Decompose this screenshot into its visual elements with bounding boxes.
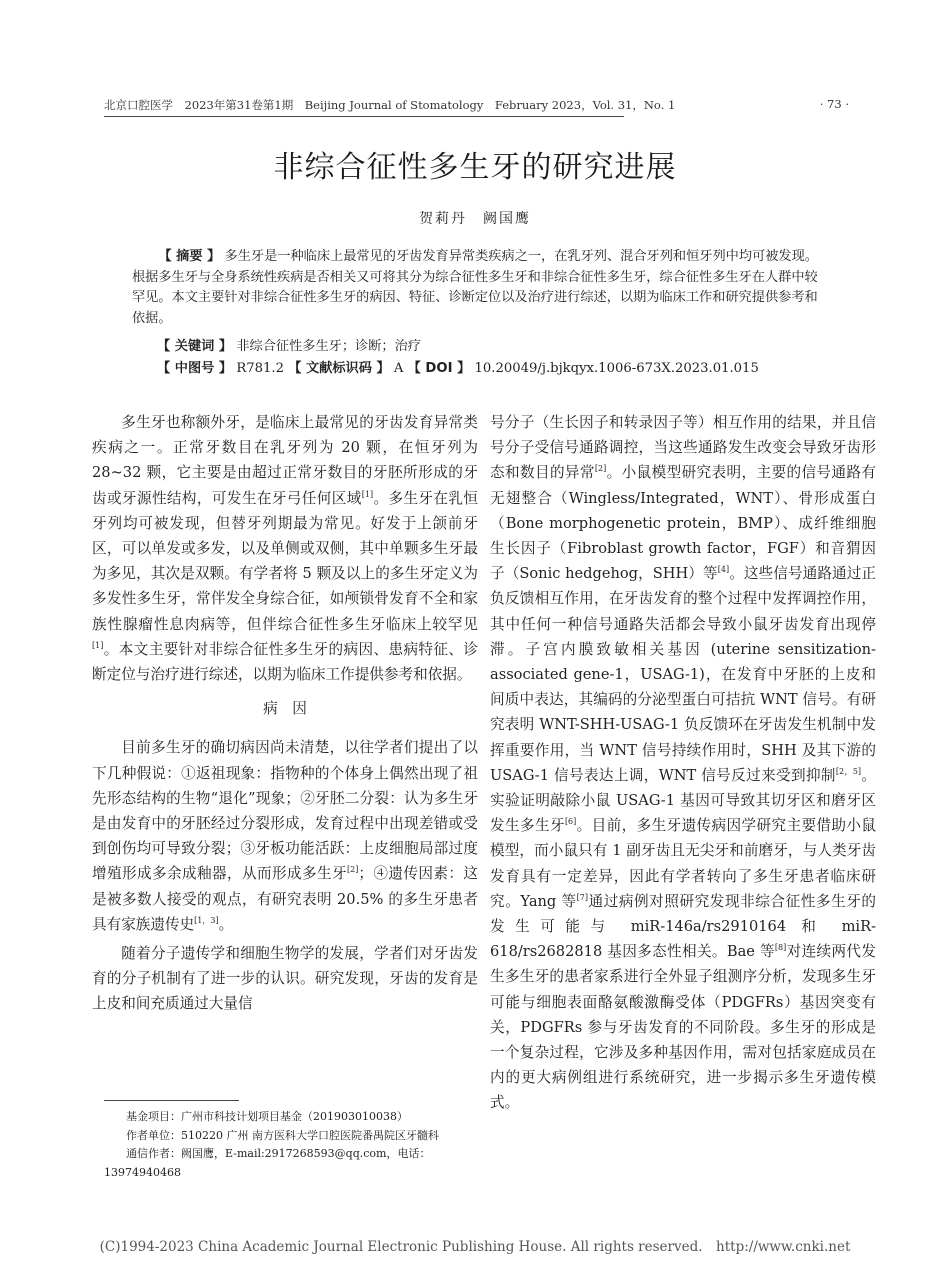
contact-note: 通信作者：阙国鹰，E-mail:2917268593@qq.com，电话：13974940468: [104, 1147, 431, 1179]
fund-note: 基金项目：广州市科技计划项目基金（201903010038）: [126, 1110, 408, 1123]
footnote-rule: [104, 1100, 239, 1101]
header-rule: [104, 116, 624, 117]
doc-code-value: A: [393, 361, 404, 376]
citation[interactable]: [1，3]: [194, 916, 219, 925]
citation[interactable]: [4]: [717, 565, 730, 575]
citation[interactable]: [2，5]: [835, 766, 862, 776]
clc-label: 【 中图号 】: [157, 361, 233, 376]
citation[interactable]: [2]: [347, 865, 359, 875]
paragraph-signaling: 号分子（生长因子和转录因子等）相互作用的结果，并且信号分子受信号通路调控，当这些通路发生改变会导致牙齿形态和数目的异常[2]。小鼠模型研究表明，主要的信号通路有无翅整合（Wingless/Integrated，WNT）、骨形成蛋白（Bone morphogenetic protein，BMP）、成纤维细胞生长因子（Fibroblast growth factor，FGF）和音猬因子（Sonic hedgehog，SHH）等[4]。这些信号通路通过正负反馈相互作用，在牙齿发育的整个过程中发挥调控作用，其中任何一种信号通路失活都会导致小鼠牙齿发育出现停滞。子宫内膜致敏相关基因 (uterine sensitization-associated gene-1，USAG-1)，在发育中牙胚的上皮和间质中表达，其编码的分泌型蛋白可拮抗 WNT 信号。有研究表明 WNT-SHH-USAG-1 负反馈环在牙齿发生机制中发挥重要作用，当 WNT 信号持续作用时，SHH 及其下游的 USAG-1 信号表达上调，WNT 信号反过来受到抑制[2，5]。实验证明敲除小鼠 USAG-1 基因可导致其切牙区和磨牙区发生多生牙[6]。目前，多生牙遗传病因学研究主要借助小鼠模型，而小鼠只有 1 副牙齿且无尖牙和前磨牙，与人类牙齿发育具有一定差异，因此有学者转向了多生牙患者临床研究。Yang 等[7]通过病例对照研究发现非综合征性多生牙的发生可能与 miR-146a/rs2910164 和 miR-618/rs2682818 基因多态性相关。Bae 等[8]对连续两代发生多生牙的患者家系进行全外显子组测序分析，发现多生牙可能与细胞表面酪氨酸激酶受体（PDGFRs）基因突变有关，PDGFRs 参与牙齿发育的不同阶段。多生牙的形成是一个复杂过程，它涉及多种基因作用，需对包括家庭成员在内的更大病例组进行系统研究，进一步揭示多生牙遗传模式。: [490, 414, 876, 1112]
paragraph-hypotheses: 目前多生牙的确切病因尚未清楚，以往学者们提出了以下几种假说：①返祖现象：指物种的个体身上偶然出现了祖先形态结构的生物“退化”现象；②牙胚二分裂：认为多生牙是由发育中的牙胚经过分裂形成，发育过程中出现差错或受到创伤均可导致分裂；③牙板功能活跃：上皮细胞局部过度增殖形成多余成釉器，从而形成多生牙[2]；④遗传因素：这是被多数人接受的观点，有研究表明 20.5% 的多生牙患者具有家族遗传史[1，3]。: [92, 739, 478, 933]
journal-citation: 北京口腔医学 2023年第31卷第1期 Beijing Journal of Stomatology February 2023，Vol. 31，No. 1: [104, 98, 676, 112]
paragraph-molecular: 随着分子遗传学和细胞生物学的发展，学者们对牙齿发育的分子机制有了进一步的认识。研究发现，牙齿的发育是上皮和间充质通过大量信: [92, 945, 478, 1013]
right-column: [490, 410, 876, 1116]
keywords: [157, 335, 421, 354]
citation[interactable]: [6]: [564, 817, 577, 827]
citation[interactable]: [2]: [594, 464, 607, 474]
article-title: 非综合征性多生牙的研究进展: [273, 150, 677, 185]
keywords-text: 非综合征性多生牙；诊断；治疗: [236, 339, 421, 354]
doi-label: 【 DOI 】: [407, 361, 471, 376]
doi-value: 10.20049/j.bjkqyx.1006-673X.2023.01.015: [474, 361, 759, 376]
keywords-label: 【 关键词 】: [157, 339, 233, 354]
clc-value: R781.2: [236, 361, 285, 376]
citation[interactable]: [1]: [361, 489, 374, 499]
affiliation-note: 作者单位：510220 广州 南方医科大学口腔医院番禺院区牙髓科: [126, 1128, 439, 1142]
abstract: [132, 247, 820, 329]
copyright-watermark: (C)1994-2023 China Academic Journal Electronic Publishing House. All rights reserved. http://www.cnki.net: [99, 1239, 851, 1255]
doc-code-label: 【 文献标识码 】: [288, 361, 390, 376]
footnote: [104, 1108, 484, 1182]
citation[interactable]: [1]: [92, 640, 104, 650]
running-header: [104, 97, 849, 117]
abstract-text: 多生牙是一种临床上最常见的牙齿发育异常类疾病之一，在乳牙列、混合牙列和恒牙列中均可被发现。根据多生牙与全身系统性疾病是否相关又可将其分为综合征性多生牙和非综合征性多生牙，综合征性多生牙在人群中较罕见。本文主要针对非综合征性多生牙的病因、特征、诊断定位以及治疗进行综述，以期为临床工作和研究提供参考和依据。: [132, 249, 818, 326]
citation[interactable]: [8]: [774, 943, 787, 953]
paragraph-intro: 多生牙也称额外牙，是临床上最常见的牙齿发育异常类疾病之一。正常牙数目在乳牙列为 20 颗，在恒牙列为 28~32 颗，它主要是由超过正常牙数目的牙胚所形成的牙齿或牙源性结构，可发生在牙弓任何区域[1]。多生牙在乳恒牙列均可被发现，但替牙列期最为常见。好发于上颌前牙区，可以单发或多发，以及单侧或双侧，其中单颗多生牙最为多见，其次是双颗。有学者将 5 颗及以上的多生牙定义为多发性多生牙，常伴发全身综合征，如颅锁骨发育不全和家族性腺瘤性息肉病等，但伴综合征性多生牙临床上较罕见[1]。本文主要针对非综合征性多生牙的病因、患病特征、诊断定位与治疗进行综述，以期为临床工作提供参考和依据。: [92, 414, 478, 684]
abstract-label: 【 摘要 】: [158, 249, 221, 264]
section-heading-etiology: 病 因: [263, 700, 307, 718]
authors: 贺莉丹 阙国鹰: [419, 211, 531, 227]
classification-line: [157, 357, 759, 376]
left-column: [92, 410, 478, 1017]
citation[interactable]: [7]: [576, 893, 588, 902]
page-number: · 73 ·: [819, 97, 849, 111]
